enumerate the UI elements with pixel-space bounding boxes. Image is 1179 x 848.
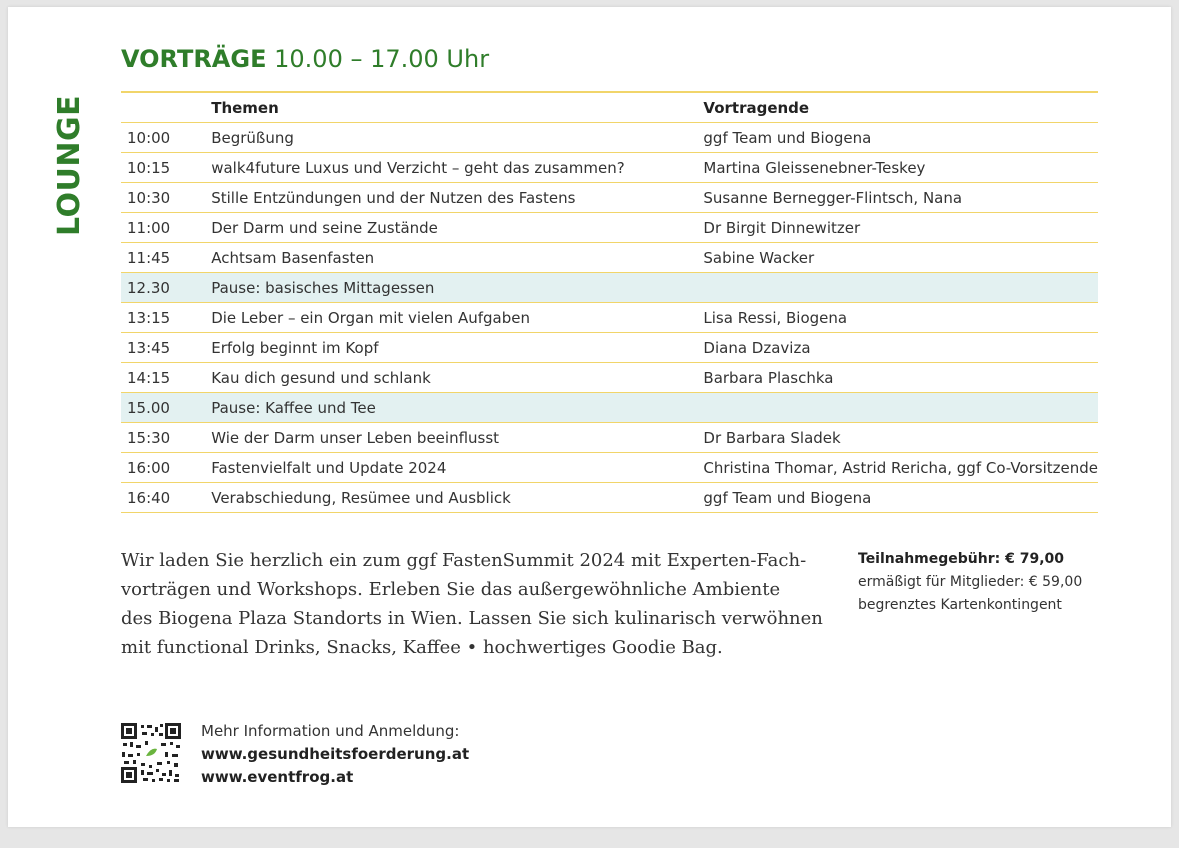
- table-row: [121, 183, 1098, 213]
- cell-topic: Verabschiedung, Resümee und Ausblick: [205, 483, 697, 513]
- table-row: [121, 243, 1098, 273]
- header-topic: Themen: [205, 92, 697, 123]
- cell-speaker: [697, 273, 1098, 303]
- cell-topic: Kau dich gesund und schlank: [205, 363, 697, 393]
- cell-time: 15:30: [121, 423, 205, 453]
- schedule-body: [121, 123, 1098, 513]
- table-row: [121, 453, 1098, 483]
- link-gesundheitsfoerderung[interactable]: www.gesundheitsfoerderung.at: [201, 745, 470, 763]
- cell-time: 13:15: [121, 303, 205, 333]
- cell-speaker: Martina Gleissenebner-Teskey: [697, 153, 1098, 183]
- cell-speaker: Christina Thomar, Astrid Rericha, ggf Co-Vorsitzende: [697, 453, 1098, 483]
- title-strong: VORTRÄGE: [121, 45, 267, 73]
- invitation-line: des Biogena Plaza Standorts in Wien. Lassen Sie sich kulinarisch verwöhnen: [121, 608, 823, 629]
- qr-code-icon[interactable]: [121, 723, 181, 783]
- title-time-range: 10.00 – 17.00 Uhr: [274, 45, 490, 73]
- cell-speaker: Diana Dzaviza: [697, 333, 1098, 363]
- cell-speaker: ggf Team und Biogena: [697, 483, 1098, 513]
- cell-topic: Der Darm und seine Zustände: [205, 213, 697, 243]
- cell-topic: Pause: Kaffee und Tee: [205, 393, 697, 423]
- table-row: [121, 123, 1098, 153]
- invitation-line: Wir laden Sie herzlich ein zum ggf FastenSummit 2024 mit Experten-Fach-: [121, 550, 807, 571]
- cell-topic: Fastenvielfalt und Update 2024: [205, 453, 697, 483]
- table-row: [121, 153, 1098, 183]
- cell-speaker: ggf Team und Biogena: [697, 123, 1098, 153]
- cell-time: 16:40: [121, 483, 205, 513]
- more-info-label: Mehr Information und Anmeldung:: [201, 722, 460, 740]
- table-row: [121, 423, 1098, 453]
- fee-main: Teilnahmegebühr: € 79,00: [858, 551, 1064, 567]
- table-row: [121, 363, 1098, 393]
- cell-speaker: Lisa Ressi, Biogena: [697, 303, 1098, 333]
- page-title: [121, 45, 489, 73]
- cell-speaker: Sabine Wacker: [697, 243, 1098, 273]
- cell-time: 11:45: [121, 243, 205, 273]
- cell-time: 14:15: [121, 363, 205, 393]
- cell-topic: Stille Entzündungen und der Nutzen des Fastens: [205, 183, 697, 213]
- cell-topic: Wie der Darm unser Leben beeinflusst: [205, 423, 697, 453]
- cell-time: 10:00: [121, 123, 205, 153]
- table-row: [121, 303, 1098, 333]
- fee-limited: begrenztes Kartenkontingent: [858, 597, 1062, 613]
- schedule-table: [121, 91, 1098, 513]
- cell-topic: Achtsam Basenfasten: [205, 243, 697, 273]
- cell-topic: Pause: basisches Mittagessen: [205, 273, 697, 303]
- cell-time: 10:15: [121, 153, 205, 183]
- link-eventfrog[interactable]: www.eventfrog.at: [201, 768, 354, 786]
- cell-speaker: Dr Birgit Dinnewitzer: [697, 213, 1098, 243]
- cell-speaker: [697, 393, 1098, 423]
- cell-topic: walk4future Luxus und Verzicht – geht das zusammen?: [205, 153, 697, 183]
- fees-box: [858, 548, 1108, 617]
- fee-members: ermäßigt für Mitglieder: € 59,00: [858, 574, 1083, 590]
- side-label-lounge: LOUNGE: [52, 94, 87, 236]
- invitation-line: vorträgen und Workshops. Erleben Sie das außergewöhnliche Ambiente: [121, 579, 781, 600]
- cell-time: 15.00: [121, 393, 205, 423]
- cell-speaker: Susanne Bernegger-Flintsch, Nana: [697, 183, 1098, 213]
- table-row: [121, 333, 1098, 363]
- table-row: [121, 483, 1098, 513]
- invitation-text: [121, 546, 861, 662]
- table-row: [121, 213, 1098, 243]
- cell-topic: Erfolg beginnt im Kopf: [205, 333, 697, 363]
- cell-topic: Begrüßung: [205, 123, 697, 153]
- cell-speaker: Dr Barbara Sladek: [697, 423, 1098, 453]
- header-time: [121, 92, 205, 123]
- cell-time: 16:00: [121, 453, 205, 483]
- invitation-line: mit functional Drinks, Snacks, Kaffee • hochwertiges Goodie Bag.: [121, 637, 723, 658]
- more-info: [201, 720, 469, 789]
- cell-time: 11:00: [121, 213, 205, 243]
- cell-speaker: Barbara Plaschka: [697, 363, 1098, 393]
- table-row-pause: [121, 273, 1098, 303]
- table-row-pause: [121, 393, 1098, 423]
- cell-time: 12.30: [121, 273, 205, 303]
- table-header-row: [121, 92, 1098, 123]
- cell-topic: Die Leber – ein Organ mit vielen Aufgaben: [205, 303, 697, 333]
- cell-time: 13:45: [121, 333, 205, 363]
- header-speaker: Vortragende: [697, 92, 1098, 123]
- cell-time: 10:30: [121, 183, 205, 213]
